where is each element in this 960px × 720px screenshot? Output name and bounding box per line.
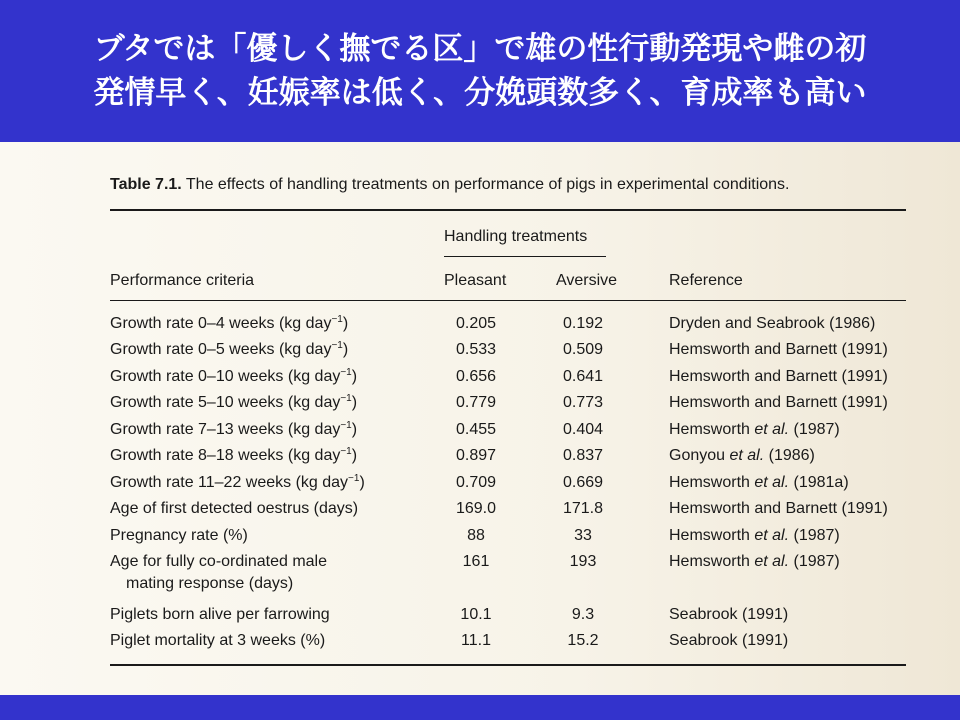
criteria-close-paren: ): [342, 341, 349, 358]
criteria-close-paren: ): [342, 315, 349, 332]
bottom-rule: [110, 664, 906, 666]
cell-criteria: [110, 527, 248, 545]
cell-reference: [669, 500, 888, 518]
criteria-text: Growth rate 0–10 weeks (kg day: [110, 368, 341, 385]
cell-pleasant: 0.455: [455, 421, 497, 438]
cell-reference: [669, 421, 840, 439]
header-aversive: Aversive: [556, 272, 618, 289]
cell-criteria: [110, 368, 357, 386]
reference-author: Hemsworth: [669, 553, 755, 570]
footer-bar: [0, 695, 960, 720]
criteria-text: Piglets born alive per farrowing: [110, 606, 330, 623]
criteria-text: Growth rate 8–18 weeks (kg day: [110, 447, 341, 464]
unit-exponent: −1: [340, 393, 352, 404]
cell-criteria: [110, 474, 365, 492]
reference-text: Seabrook (1991): [669, 632, 789, 649]
criteria-close-paren: ): [351, 447, 358, 464]
cell-pleasant: 0.533: [455, 341, 497, 358]
criteria-text: Pregnancy rate (%): [110, 527, 248, 544]
criteria-text-continued: mating response (days): [126, 575, 294, 592]
cell-reference: [669, 447, 815, 465]
cell-pleasant: 0.656: [455, 368, 497, 385]
reference-et-al: et al.: [754, 553, 790, 570]
cell-criteria: [110, 394, 357, 412]
top-rule: [110, 209, 906, 211]
cell-aversive: 0.669: [562, 474, 604, 491]
reference-author: Gonyou: [669, 447, 730, 464]
reference-year: (1987): [789, 553, 840, 570]
cell-aversive: 0.641: [562, 368, 604, 385]
table-row: [110, 500, 910, 526]
cell-criteria: [110, 447, 357, 465]
reference-et-al: et al.: [754, 474, 790, 491]
criteria-text: Growth rate 0–4 weeks (kg day: [110, 315, 332, 332]
table-row: [110, 527, 910, 553]
table-row: [110, 632, 910, 658]
cell-criteria: [110, 553, 327, 593]
group-header: Handling treatments: [444, 228, 588, 245]
reference-et-al: et al.: [754, 527, 790, 544]
reference-author: Hemsworth: [669, 421, 755, 438]
reference-et-al: et al.: [754, 421, 790, 438]
reference-text: Hemsworth and Barnett (1991): [669, 500, 888, 517]
table-row: [110, 447, 910, 473]
cell-criteria: [110, 606, 330, 624]
cell-pleasant: 88: [467, 527, 485, 544]
criteria-text: Piglet mortality at 3 weeks (%): [110, 632, 326, 649]
reference-text: Hemsworth and Barnett (1991): [669, 368, 888, 385]
criteria-text: Growth rate 5–10 weeks (kg day: [110, 394, 341, 411]
cell-aversive: 0.404: [562, 421, 604, 438]
cell-criteria: [110, 500, 358, 518]
table-row: [110, 315, 910, 341]
table-caption-label: Table 7.1.: [110, 176, 182, 193]
cell-aversive: 33: [574, 527, 592, 544]
title-banner: [0, 0, 960, 142]
cell-criteria: [110, 341, 348, 359]
cell-pleasant: 10.1: [460, 606, 492, 623]
slide-title-line-2: 発情早く、妊娠率は低く、分娩頭数多く、育成率も高い: [93, 75, 867, 111]
table-row: [110, 474, 910, 500]
cell-pleasant: 161: [462, 553, 490, 570]
unit-exponent: −1: [340, 446, 352, 457]
table-row: [110, 421, 910, 447]
header-performance-criteria: Performance criteria: [110, 272, 255, 289]
cell-reference: [669, 553, 840, 571]
criteria-text: Age of first detected oestrus (days): [110, 500, 359, 517]
cell-criteria: [110, 632, 325, 650]
cell-reference: [669, 527, 840, 545]
reference-text: Hemsworth and Barnett (1991): [669, 341, 888, 358]
cell-pleasant: 0.205: [455, 315, 497, 332]
reference-author: Hemsworth: [669, 527, 755, 544]
cell-reference: [669, 394, 888, 412]
table-row: [110, 341, 910, 367]
cell-aversive: 171.8: [562, 500, 604, 517]
table-row: [110, 368, 910, 394]
cell-aversive: 193: [569, 553, 597, 570]
header-rule: [110, 300, 906, 301]
reference-author: Hemsworth: [669, 474, 755, 491]
criteria-text: Growth rate 11–22 weeks (kg day: [110, 474, 349, 491]
cell-reference: [669, 606, 788, 624]
cell-reference: [669, 341, 888, 359]
cell-reference: [669, 632, 788, 650]
cell-criteria: [110, 421, 357, 439]
cell-criteria: [110, 315, 348, 333]
table-row: [110, 606, 910, 632]
criteria-close-paren: ): [351, 368, 358, 385]
cell-pleasant: 0.897: [455, 447, 497, 464]
unit-exponent: −1: [348, 473, 360, 484]
cell-aversive: 9.3: [571, 606, 595, 623]
slide-title-line-1: ブタでは「優しく撫でる区」で雄の性行動発現や雌の初: [93, 31, 867, 67]
cell-pleasant: 11.1: [461, 632, 491, 649]
cell-pleasant: 169.0: [455, 500, 497, 517]
reference-year: (1986): [764, 447, 815, 464]
cell-pleasant: 0.709: [455, 474, 497, 491]
cell-reference: [669, 368, 888, 386]
reference-text: Seabrook (1991): [669, 606, 789, 623]
reference-year: (1987): [789, 421, 840, 438]
unit-exponent: −1: [340, 367, 352, 378]
criteria-text: Growth rate 7–13 weeks (kg day: [110, 421, 341, 438]
reference-et-al: et al.: [729, 447, 765, 464]
cell-aversive: 0.773: [562, 394, 604, 411]
cell-aversive: 0.192: [562, 315, 604, 332]
header-pleasant: Pleasant: [444, 272, 507, 289]
criteria-close-paren: ): [351, 421, 358, 438]
table-caption: [110, 176, 790, 194]
unit-exponent: −1: [340, 420, 352, 431]
cell-aversive: 0.509: [562, 341, 604, 358]
cell-pleasant: 0.779: [455, 394, 497, 411]
reference-year: (1987): [789, 527, 840, 544]
criteria-close-paren: ): [351, 394, 358, 411]
cell-reference: [669, 474, 849, 492]
criteria-text: Age for fully co-ordinated male: [110, 553, 327, 570]
cell-aversive: 15.2: [567, 632, 599, 649]
header-reference: Reference: [669, 272, 743, 289]
table-row: [110, 394, 910, 420]
reference-year: (1981a): [789, 474, 849, 491]
reference-text: Hemsworth and Barnett (1991): [669, 394, 888, 411]
table-caption-text: The effects of handling treatments on performance of pigs in experimental conditions.: [181, 176, 790, 193]
unit-exponent: −1: [331, 340, 343, 351]
cell-reference: [669, 315, 875, 333]
reference-text: Dryden and Seabrook (1986): [669, 315, 876, 332]
unit-exponent: −1: [331, 314, 343, 325]
cell-aversive: 0.837: [562, 447, 604, 464]
criteria-close-paren: ): [359, 474, 365, 491]
group-header-rule: [444, 256, 606, 257]
criteria-text: Growth rate 0–5 weeks (kg day: [110, 341, 332, 358]
table-row: [110, 553, 910, 592]
